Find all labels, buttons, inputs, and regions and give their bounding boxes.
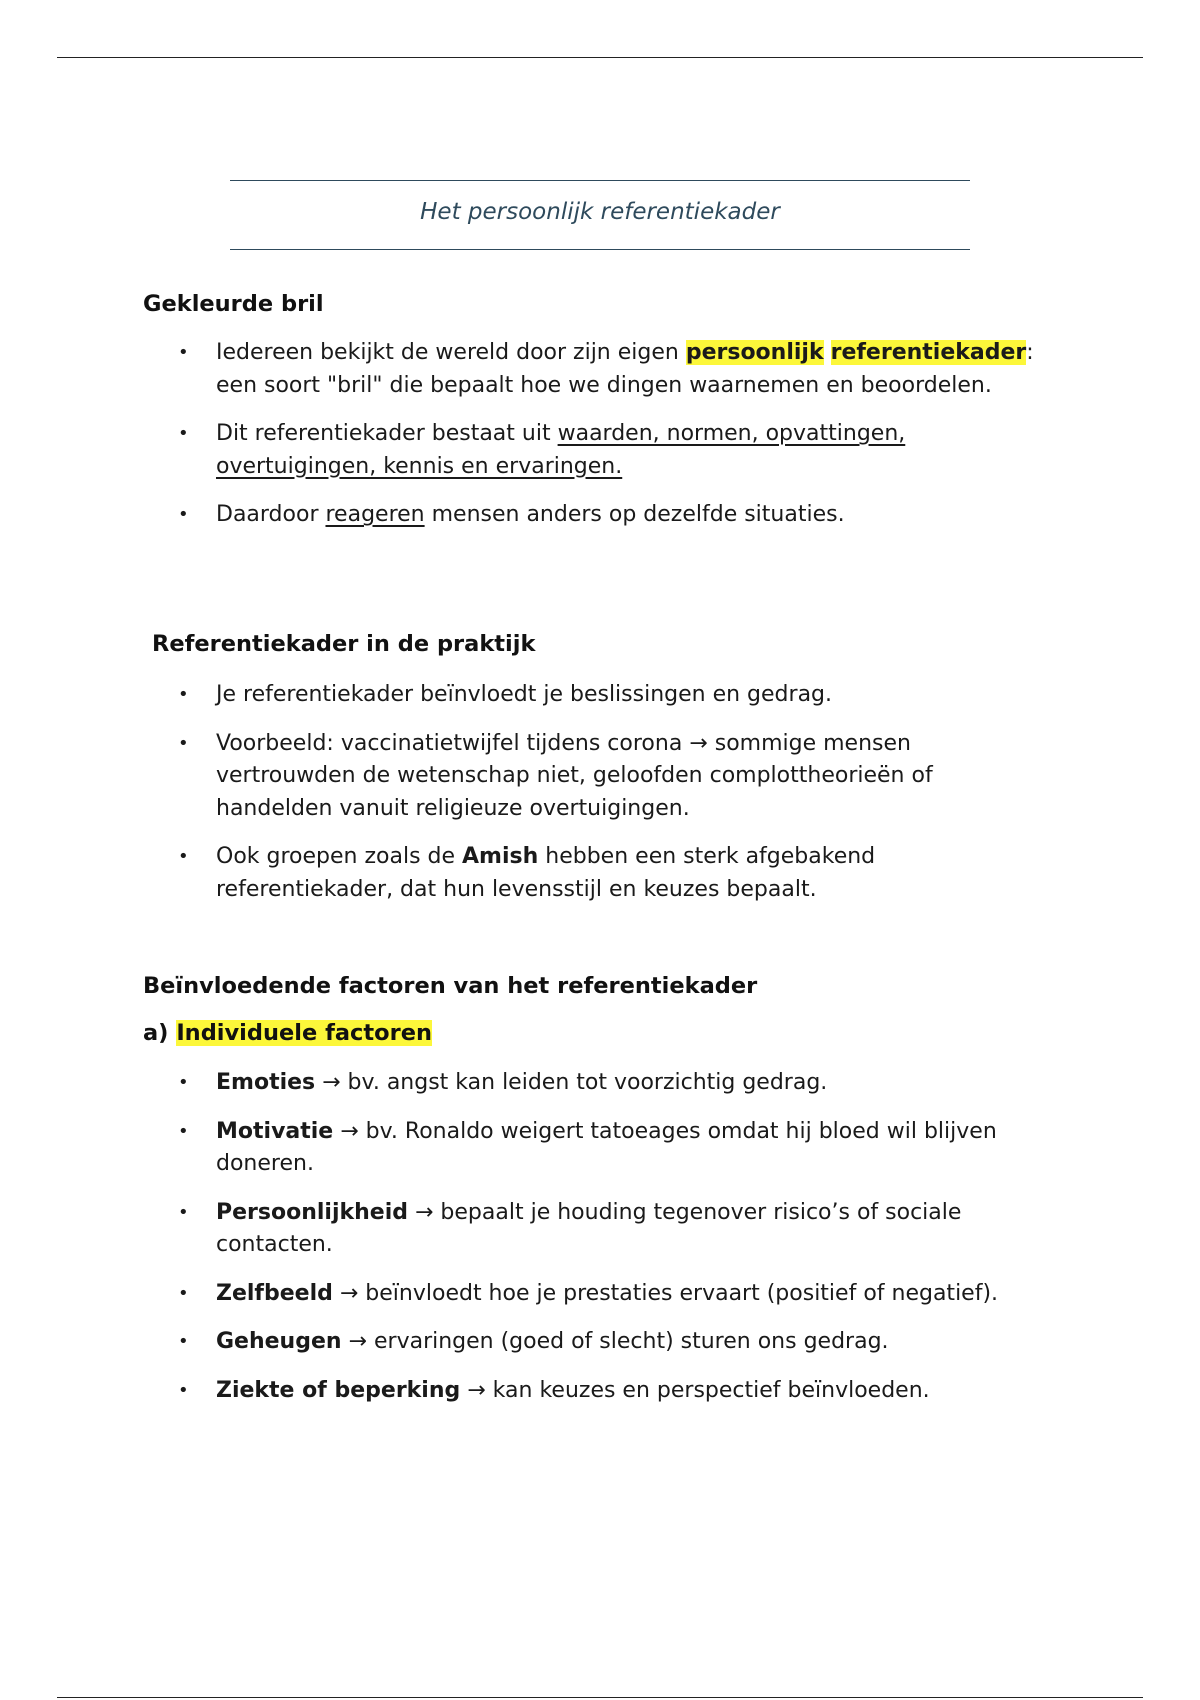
title-top-line bbox=[230, 180, 970, 181]
bold-term: Amish bbox=[462, 844, 539, 869]
underlined-text: waarden, normen, opvattingen, overtuigingen, kennis en ervaringen. bbox=[216, 421, 906, 479]
section-heading-gekleurde-bril: Gekleurde bril bbox=[143, 291, 324, 317]
bullet-list-gekleurde-bril bbox=[172, 337, 1052, 548]
list-item: • Emoties → bv. angst kan leiden tot voorzichtig gedrag. bbox=[172, 1067, 1052, 1100]
underlined-text: reageren bbox=[325, 502, 425, 527]
list-item: • Dit referentiekader bestaat uit waarden, normen, opvattingen, overtuigingen, kennis en ervaringen. bbox=[172, 418, 1052, 483]
list-item: • Daardoor reageren mensen anders op dezelfde situaties. bbox=[172, 499, 1052, 532]
page-bottom-rule bbox=[57, 1697, 1143, 1698]
bullet-list-individuele-factoren bbox=[172, 1067, 1052, 1423]
section-heading-praktijk: Referentiekader in de praktijk bbox=[152, 631, 536, 657]
page-title: Het persoonlijk referentiekader bbox=[420, 199, 780, 225]
section-heading-factoren: Beïnvloedende factoren van het referentiekader bbox=[143, 973, 758, 999]
title-bottom-line bbox=[230, 249, 970, 250]
bullet-list-praktijk bbox=[172, 679, 1052, 922]
list-item: • Persoonlijkheid → bepaalt je houding tegenover risico’s of sociale contacten. bbox=[172, 1197, 1052, 1262]
highlighted-term: referentiekader bbox=[830, 340, 1027, 365]
list-item: • Ook groepen zoals de Amish hebben een sterk afgebakend referentiekader, dat hun levensstijl en keuzes bepaalt. bbox=[172, 841, 1052, 906]
list-item: • Ziekte of beperking → kan keuzes en perspectief beïnvloeden. bbox=[172, 1375, 1052, 1408]
list-item: • Geheugen → ervaringen (goed of slecht) sturen ons gedrag. bbox=[172, 1326, 1052, 1359]
list-item: • Iedereen bekijkt de wereld door zijn eigen persoonlijk referentiekader: een soort "bril" die bepaalt hoe we dingen waarnemen en beoordelen. bbox=[172, 337, 1052, 402]
subheading-individuele-factoren: a) Individuele factoren bbox=[143, 1020, 432, 1046]
list-item: • Je referentiekader beïnvloedt je beslissingen en gedrag. bbox=[172, 679, 1052, 712]
highlighted-term: persoonlijk bbox=[685, 340, 824, 365]
highlighted-subheading: Individuele factoren bbox=[176, 1020, 432, 1046]
page-top-rule bbox=[57, 57, 1143, 58]
list-item: • Motivatie → bv. Ronaldo weigert tatoeages omdat hij bloed wil blijven doneren. bbox=[172, 1116, 1052, 1181]
list-item: • Zelfbeeld → beïnvloedt hoe je prestaties ervaart (positief of negatief). bbox=[172, 1278, 1052, 1311]
list-item: • Voorbeeld: vaccinatietwijfel tijdens corona → sommige mensen vertrouwden de wetenschap niet, geloofden complottheorieën of handelden vanuit religieuze overtuigingen. bbox=[172, 728, 1052, 826]
